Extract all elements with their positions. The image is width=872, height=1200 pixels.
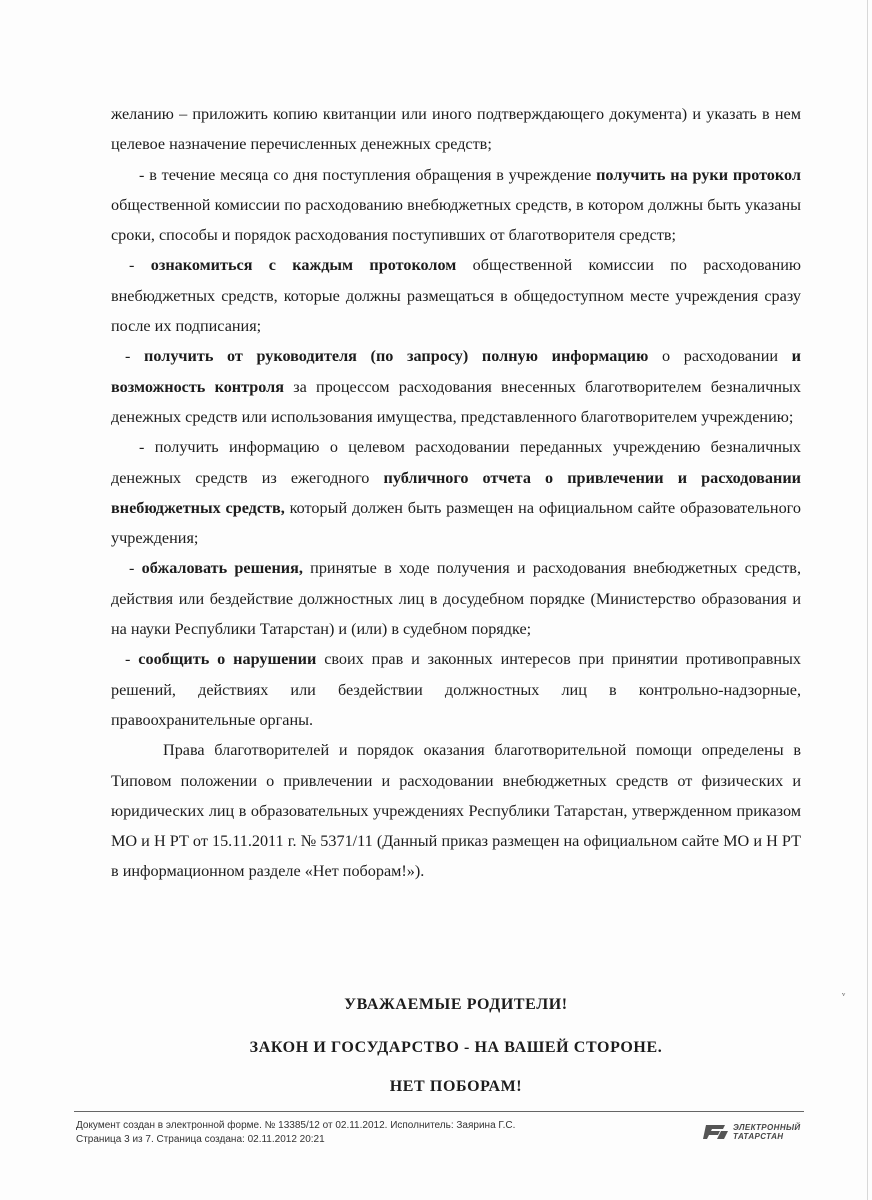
logo-icon	[703, 1122, 729, 1142]
document-body	[111, 99, 801, 887]
logo-text	[733, 1123, 801, 1141]
paragraph-2	[111, 160, 801, 251]
paragraph-1: желанию – приложить копию квитанции или иного подтверждающего документа) и указать в нем целевое назначение перечисленных денежных средств;	[111, 105, 801, 154]
paragraph-4-bold-2: и возможность контроля	[111, 347, 801, 396]
paragraph-4-text: -	[125, 347, 145, 366]
paragraph-7-rest: своих прав и законных интересов при принятии противоправных решений, действиях или бездействии должностных лиц в контрольно-надзорные, правоохранительные органы.	[111, 650, 802, 729]
paragraph-6-rest: принятые в ходе получения и расходования внебюджетных средств, действия или бездействие должностных лиц в досудебном порядке (Министерство образования и на науки Республики Татарстан) и (или) в судебном порядке;	[111, 559, 801, 639]
paragraph-5-bold: публичного отчета о привлечении и расходовании внебюджетных средств,	[111, 468, 801, 517]
paragraph-5-rest: который должен быть размещен на официальном сайте образовательного учреждения;	[111, 498, 801, 548]
paragraph-2-rest: общественной комиссии по расходованию внебюджетных средств, в котором должны быть указаны сроки, способы и порядок расходования поступивших от благотворителя средств;	[111, 195, 801, 245]
paragraph-5	[111, 432, 801, 553]
paragraph-4-rest: за процессом расходования внесенных благотворителем безналичных денежных средств или использования имущества, представленного благотворителем учреждению;	[111, 377, 801, 426]
paragraph-6	[111, 553, 801, 644]
paragraph-3-text: -	[129, 256, 151, 275]
paragraph-2-bold: получить на руки протокол	[596, 165, 801, 184]
scan-speck: ᵥ	[842, 986, 846, 998]
footer-line-2: Страница 3 из 7. Страница создана: 02.11.2012 20:21	[76, 1134, 325, 1145]
electronic-tatarstan-logo	[703, 1120, 803, 1144]
paragraph-8: Права благотворителей и порядок оказания благотворительной помощи определены в Типовом положении о привлечении и расходовании внебюджетных средств от физических и юридических лиц в образовательных учреждениях Республики Татарстан, утвержденном приказом МО и Н РТ от 15.11.2011 г. № 5371/11 (Данный приказ размещен на официальном сайте МО и Н РТ в информационном разделе «Нет поборам!»).	[111, 741, 801, 881]
scan-edge-line	[867, 0, 868, 1200]
paragraph-5-text: - получить информацию о целевом расходовании переданных учреждению безналичных денежных средств из ежегодного	[111, 438, 801, 487]
footer-divider	[74, 1111, 804, 1112]
paragraph-4-mid: о расходовании	[648, 347, 792, 366]
logo-text-line-1: ЭЛЕКТРОННЫЙ	[733, 1123, 801, 1132]
paragraph-7	[111, 644, 801, 735]
paragraph-7-text: -	[125, 650, 139, 669]
paragraph-4	[111, 341, 801, 432]
heading-dear-parents: УВАЖАЕМЫЕ РОДИТЕЛИ!	[344, 996, 568, 1013]
paragraph-3	[111, 250, 801, 341]
paragraph-6-text: -	[129, 559, 142, 578]
heading-no-extortion: НЕТ ПОБОРАМ!	[389, 1078, 523, 1095]
paragraph-7-bold: сообщить о нарушении	[138, 650, 317, 669]
paragraph-3-rest: общественной комиссии по расходованию внебюджетных средств, которые должны размещаться в общедоступном месте учреждения сразу после их подписания;	[111, 256, 802, 336]
heading-law-and-state: ЗАКОН И ГОСУДАРСТВО - НА ВАШЕЙ СТОРОНЕ.	[249, 1039, 663, 1056]
document-footer	[76, 1119, 676, 1147]
paragraph-6-bold: обжаловать решения,	[141, 559, 303, 578]
logo-text-line-2: ТАТАРСТАН	[733, 1132, 784, 1141]
footer-line-1: Документ создан в электронной форме. № 13385/12 от 02.11.2012. Исполнитель: Заярина Г.С.	[76, 1120, 516, 1131]
paragraph-4-bold-1: получить от руководителя (по запросу) полную информацию	[144, 347, 649, 366]
paragraph-2-text: - в течение месяца со дня поступления обращения в учреждение	[139, 165, 597, 184]
paragraph-3-bold: ознакомиться с каждым протоколом	[150, 256, 457, 275]
